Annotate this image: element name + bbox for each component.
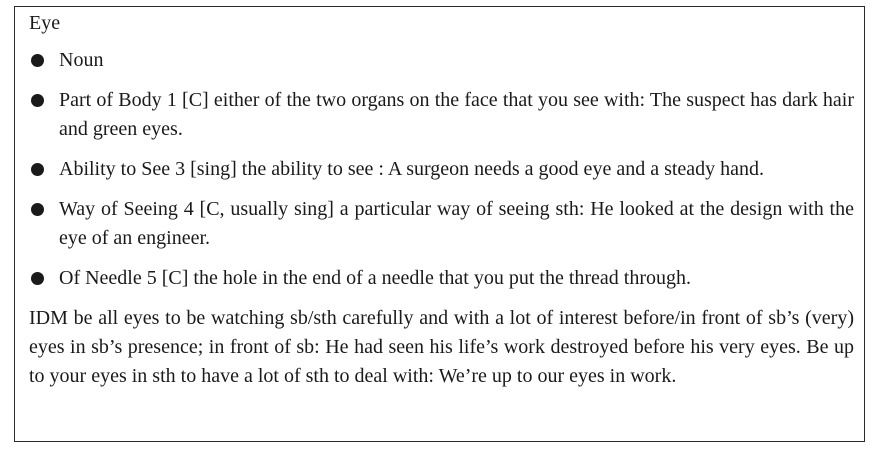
sense-text: Way of Seeing 4 [C, usually sing] a particular way of seeing sth: He looked at the design with the eye of an engineer. (59, 198, 854, 249)
sense-list (29, 46, 854, 293)
sense-item (29, 46, 854, 75)
bullet-icon (31, 54, 44, 67)
sense-item (29, 195, 854, 253)
bullet-icon (31, 272, 44, 285)
sense-text: Noun (59, 49, 104, 71)
dictionary-entry (14, 6, 865, 442)
bullet-icon (31, 203, 44, 216)
bullet-icon (31, 94, 44, 107)
sense-item (29, 155, 854, 184)
sense-text: Ability to See 3 [sing] the ability to see : A surgeon needs a good eye and a steady hand. (59, 158, 765, 180)
sense-item (29, 86, 854, 144)
bullet-icon (31, 163, 44, 176)
headword: Eye (29, 12, 61, 34)
idioms-paragraph: IDM be all eyes to be watching sb/sth carefully and with a lot of interest before/in front of sb’s (very) eyes in sb’s presence; in front of sb: He had seen his life’s work destroyed before his very eyes. Be up to your eyes in sth to have a lot of sth to deal with: We’re up to our eyes in work. (29, 307, 854, 387)
sense-item (29, 264, 854, 293)
sense-text: Of Needle 5 [C] the hole in the end of a needle that you put the thread through. (59, 267, 692, 289)
sense-text: Part of Body 1 [C] either of the two organs on the face that you see with: The suspect has dark hair and green eyes. (59, 89, 854, 140)
